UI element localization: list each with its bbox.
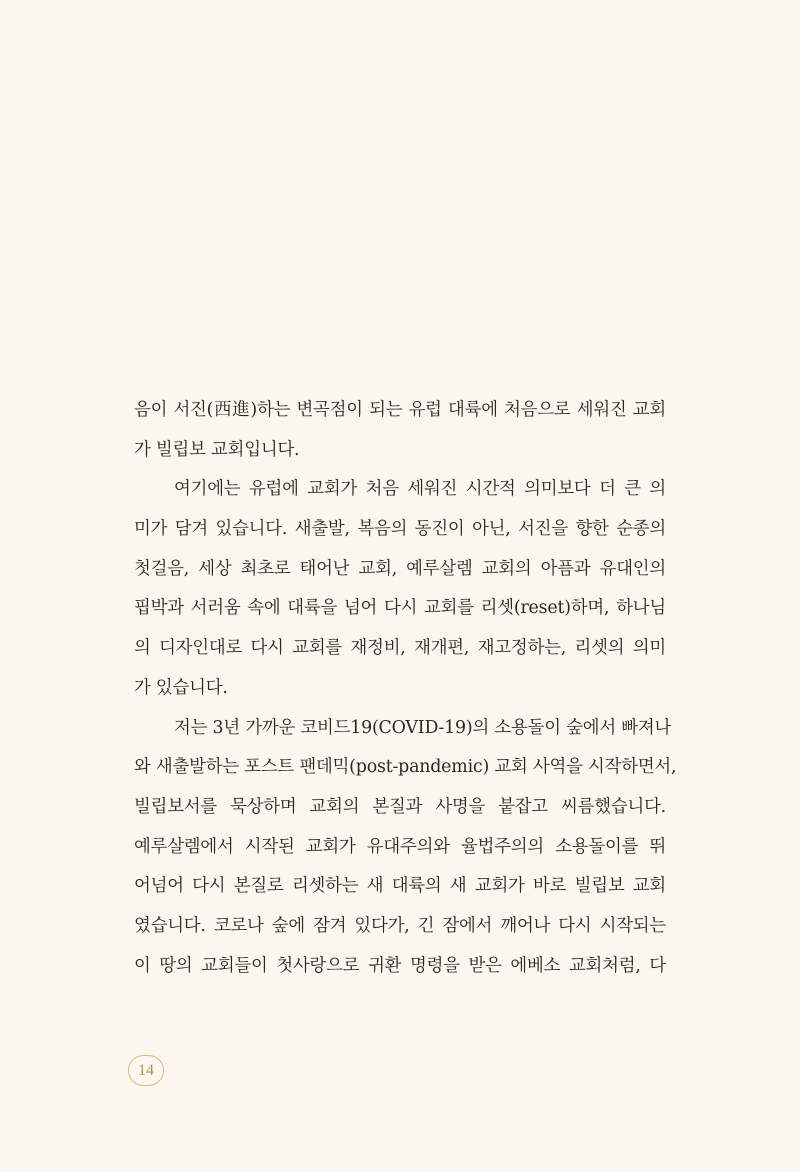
text-line: 의 디자인대로 다시 교회를 재정비, 재개편, 재고정하는, 리셋의 의미 <box>134 638 666 659</box>
text-line: 음이 서진(西進)하는 변곡점이 되는 유럽 대륙에 처음으로 세워진 교회 <box>134 400 666 420</box>
text-line: 미가 담겨 있습니다. 새출발, 복음의 동진이 아닌, 서진을 향한 순종의 <box>134 519 666 540</box>
text-line: 빌립보서를 묵상하며 교회의 본질과 사명을 붙잡고 씨름했습니다. <box>134 796 666 817</box>
body-text <box>134 395 677 990</box>
text-line: 이 땅의 교회들이 첫사랑으로 귀환 명령을 받은 에베소 교회처럼, 다 <box>134 955 666 976</box>
text-line: 와 새출발하는 포스트 팬데믹(post-pandemic) 교회 사역을 시작하면서, <box>134 757 677 778</box>
text-line: 저는 3년 가까운 코비드19(COVID-19)의 소용돌이 숲에서 빠져나 <box>174 717 672 738</box>
text-line: 어넘어 다시 본질로 리셋하는 새 대륙의 새 교회가 바로 빌립보 교회 <box>134 876 666 897</box>
text-line: 였습니다. 코로나 숲에 잠겨 있다가, 긴 잠에서 깨어나 다시 시작되는 <box>134 915 666 936</box>
text-line: 가 빌립보 교회입니다. <box>134 439 300 460</box>
text-line: 첫걸음, 세상 최초로 태어난 교회, 예루살렘 교회의 아픔과 유대인의 <box>134 558 666 579</box>
text-line: 핍박과 서러움 속에 대륙을 넘어 다시 교회를 리셋(reset)하며, 하나님 <box>134 598 666 619</box>
text-line: 여기에는 유럽에 교회가 처음 세워진 시간적 의미보다 더 큰 의 <box>174 479 666 500</box>
text-line: 예루살렘에서 시작된 교회가 유대주의와 율법주의의 소용돌이를 뛰 <box>134 836 666 857</box>
text-line: 가 있습니다. <box>134 677 228 698</box>
page-number: 14 <box>128 1055 164 1086</box>
